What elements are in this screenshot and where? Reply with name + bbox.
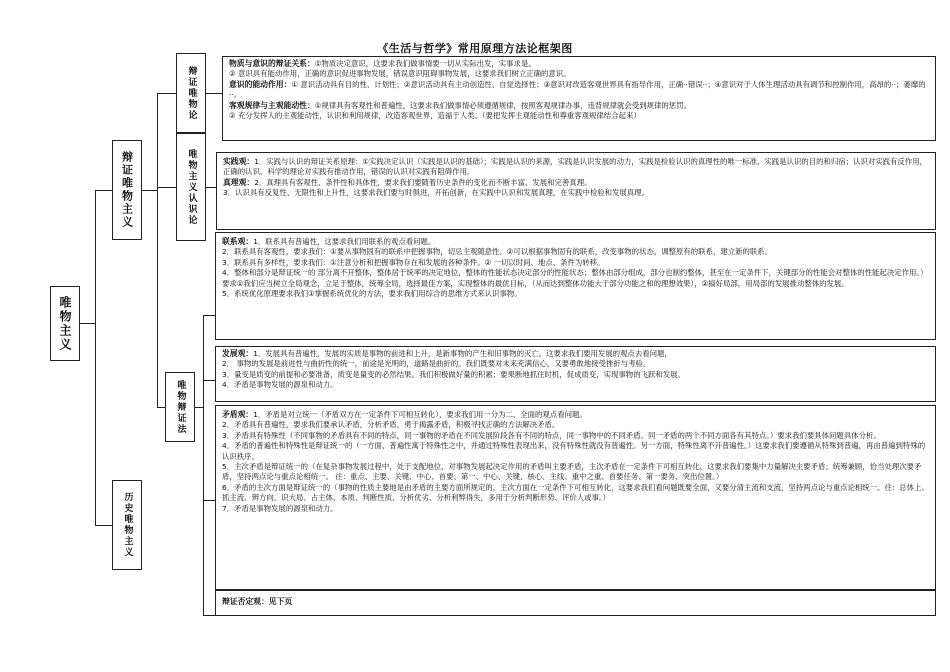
dialectical-materialism-label: 辩证唯物主义 (120, 151, 134, 229)
text-line: 2． 事物的发展是前进性与曲折性的统一，前途是光明的，道路是曲折的。我们既要对未来充满信心，又要勇敢地接受挫折与考验。 (222, 359, 651, 369)
connection-box (215, 232, 936, 340)
practice-truth-box (216, 152, 936, 230)
text-line: ①物质决定意识，这要求我们做事情要一切从实际出发，实事求是。 (314, 59, 536, 68)
text-line: 3．量变是质变的前提和必要准备，质变是量变的必然结果。我们积极做好量的积累；要果断地抓住时机，促成质变，实现事物的飞跃和发展。 (222, 369, 685, 379)
text-line: 1．矛盾是对立统一（矛盾双方在一定条件下可相互转化），要求我们用一分为二、全面的观点看问题。 (253, 410, 587, 419)
matter-consciousness-box (222, 56, 936, 141)
connector (203, 615, 215, 616)
root-node (50, 286, 80, 361)
text-line: 1．发展具有普遍性，发展的实质是事物的前进和上升，是新事物的产生和旧事物的灭亡。这要求我们要用发展的观点去看问题， (253, 349, 672, 358)
text-line: 3．联系具有多样性，要求我们：①注意分析和把握事物存在和发展的各种条件。② 一切以时间、地点、条件为转移。 (222, 257, 605, 267)
page-title: 《生活与哲学》常用原理方法论框架图 (377, 42, 573, 55)
connector (195, 407, 203, 408)
connector (206, 93, 222, 94)
contradiction-box (215, 405, 936, 590)
section-heading: 客观规律与主观能动性： (229, 100, 315, 110)
materialist-dialectics-label: 唯物辩证法 (175, 379, 186, 435)
epistemology-node (176, 133, 206, 241)
text-line: 4．矛盾的普遍性和特殊性是辩证统一的（一方面，普遍性寓于特殊性之中，并通过特殊性表现出来，没有特殊性就没有普遍性。另一方面，特殊性离不开普遍性。）这要求我们要遵循从特殊到普遍，再由普遍到特殊的认识秩序。 (222, 441, 926, 461)
dialectic-materialism-node (176, 53, 206, 133)
text-line: ② 意识具有能动作用，正确的意识促进事物发展，错误意识阻碍事物发展，这要求我们树立正确的意识。 (229, 69, 571, 79)
text-line: 7．矛盾是事物发展的源泉和动力。 (222, 503, 338, 513)
connector (80, 323, 95, 324)
section-heading: 辩证否定观：见下页 (222, 597, 293, 606)
text-line: 2．矛盾具有普遍性，要求我们要承认矛盾，分析矛盾，勇于揭露矛盾，积极寻找正确的方法解决矛盾。 (222, 420, 560, 430)
connector (95, 525, 112, 526)
development-box (215, 346, 936, 402)
historical-materialism-node (112, 480, 142, 570)
text-line: 3．认识具有反复性、无限性和上升性，这要求我们要与时俱进，开拓创新，在实践中认识和发展真理，在实践中检验和发展真理。 (223, 188, 649, 198)
historical-materialism-label: 历史唯物主义 (122, 492, 133, 558)
dialectic-materialism-label: 辩证唯物论 (186, 65, 197, 121)
text-line: 5．主次矛盾是辩证统一的（在复杂事物发展过程中，处于支配地位，对事物发展起决定作用的矛盾叫主要矛盾，主次矛盾在一定条件下可相互转化，这要求我们要集中力量解决主要矛盾；统筹兼顾，恰当处理次要矛盾，坚持两点论与重点论相统一。 往：重点、主要、关键、中心、首要、第一、中心、关键、核心、主线、重中之重、首要任务、第一要务、突出位置。） (222, 462, 922, 482)
text-line: 1．联系具有普遍性，这要求我们用联系的观点看问题。 (253, 237, 436, 246)
connector (203, 315, 204, 615)
connector (206, 187, 216, 188)
root-label: 唯物主义 (58, 295, 72, 352)
connector (203, 380, 215, 381)
section-heading: 物质与意识的辩证关系： (229, 59, 315, 68)
connector (157, 93, 176, 94)
section-heading: 联系观： (222, 237, 254, 246)
text-line: 2．联系具有客观性，要求我们：①要从事物固有的联系中把握事物，切忌主观随意性。②可以根据事物固有的联系，改变事物的状态，调整原有的联系，建立新的联系。 (222, 247, 773, 257)
connector (203, 500, 215, 501)
text-line: 5．系统优化原理要求我们①掌握系统优化的方法，要求我们用综合的思维方式来认识事物。 (222, 289, 522, 299)
connector (142, 190, 157, 191)
connector (157, 93, 158, 407)
text-line: ① 意识活动具有目的性、计划性；②意识活动具有主动创造性、自觉选择性；③意识对改造客观世界具有指导作用，正确··错误··；④意识对于人体生理活动具有调节和控制作用，高昂的··；萎靡的··。 (229, 79, 926, 100)
connector (157, 407, 165, 408)
text-line: 4．整体和部分是辩证统一的 部分离不开整体，整体居于统率的决定地位，整体的性能状态决定部分的性能状态；整体由部分组成，部分也制约整体，甚至在一定条件下，关键部分的性能会对整体的性能起决定作用。）要求①我们应当树立全局观念，立足于整体，统筹全局，选择最佳方案，实现整体的最优目标，（从而达到整体功能大于部分功能之和的理想效果），②搞好局部，用局部的发展推动整体的发展。 (222, 268, 928, 288)
materialist-dialectics-node (165, 372, 195, 442)
section-heading: 矛盾观： (222, 410, 254, 419)
section-heading: 发展观： (222, 349, 254, 358)
text-line: 3．矛盾具有特殊性（不同事物的矛盾具有不同的特点，同一事物的矛盾在不同发展阶段各有不同的特点，同一事物中的不同矛盾、同一矛盾的两个不同方面各有其特点。）要求我们要具体问题具体分析。 (222, 430, 881, 440)
section-heading: 真理观： (223, 177, 255, 187)
connector (157, 187, 176, 188)
text-line: 4．矛盾是事物发展的源泉和动力。 (222, 380, 338, 390)
epistemology-label: 唯物主义认识论 (186, 148, 197, 226)
text-line: 6．矛盾的主次方面是辩证统一的（事物的性质主要地是由矛盾的主要方面所规定的，主次方面在一定条件下可相互转化，这要求我们看问题既要全面，又要分清主流和支流，坚持两点论与重点论相统一。往：总体上、抓主流、辨方向、识大局、占主体、本质、判断性质、分析优劣、分析利弊得失，多用于分析判断形势、评价人或事。） (222, 482, 929, 503)
section-heading: 意识的能动作用： (229, 79, 292, 89)
dialectical-negation-box (215, 590, 936, 616)
connector (95, 190, 112, 191)
text-line: ② 充分发挥人的主观能动性，认识和利用规律，改造客观世界，造福于人类。（要把发挥主观能动性和尊重客观规律结合起来） (229, 111, 641, 121)
text-line: 1．实践与认识的辩证关系原理：①实践决定认识（实践是认识的基础）；实践是认识的来源，实践是认识发展的动力，实践是检验认识的真理性的唯一标准，实践是认识的目的和归宿；认识对实践有反作用，正确的认识、科学的理论对实践有推动作用，错误的认识对实践有阻碍作用。 (223, 157, 927, 177)
dialectical-materialism-node (112, 140, 142, 240)
connector (95, 190, 96, 525)
text-line: 2．真理具有客观性、条件性和具体性，要求我们要随着历史条件的变化而不断丰富、发展和完善真理。 (254, 177, 592, 187)
section-heading: 实践观： (223, 157, 255, 166)
text-line: ①规律具有客观性和普遍性，这要求我们做事情必须遵循规律，按照客观规律办事，违背规律就会受到规律的惩罚。 (314, 100, 691, 110)
connector (203, 315, 215, 316)
